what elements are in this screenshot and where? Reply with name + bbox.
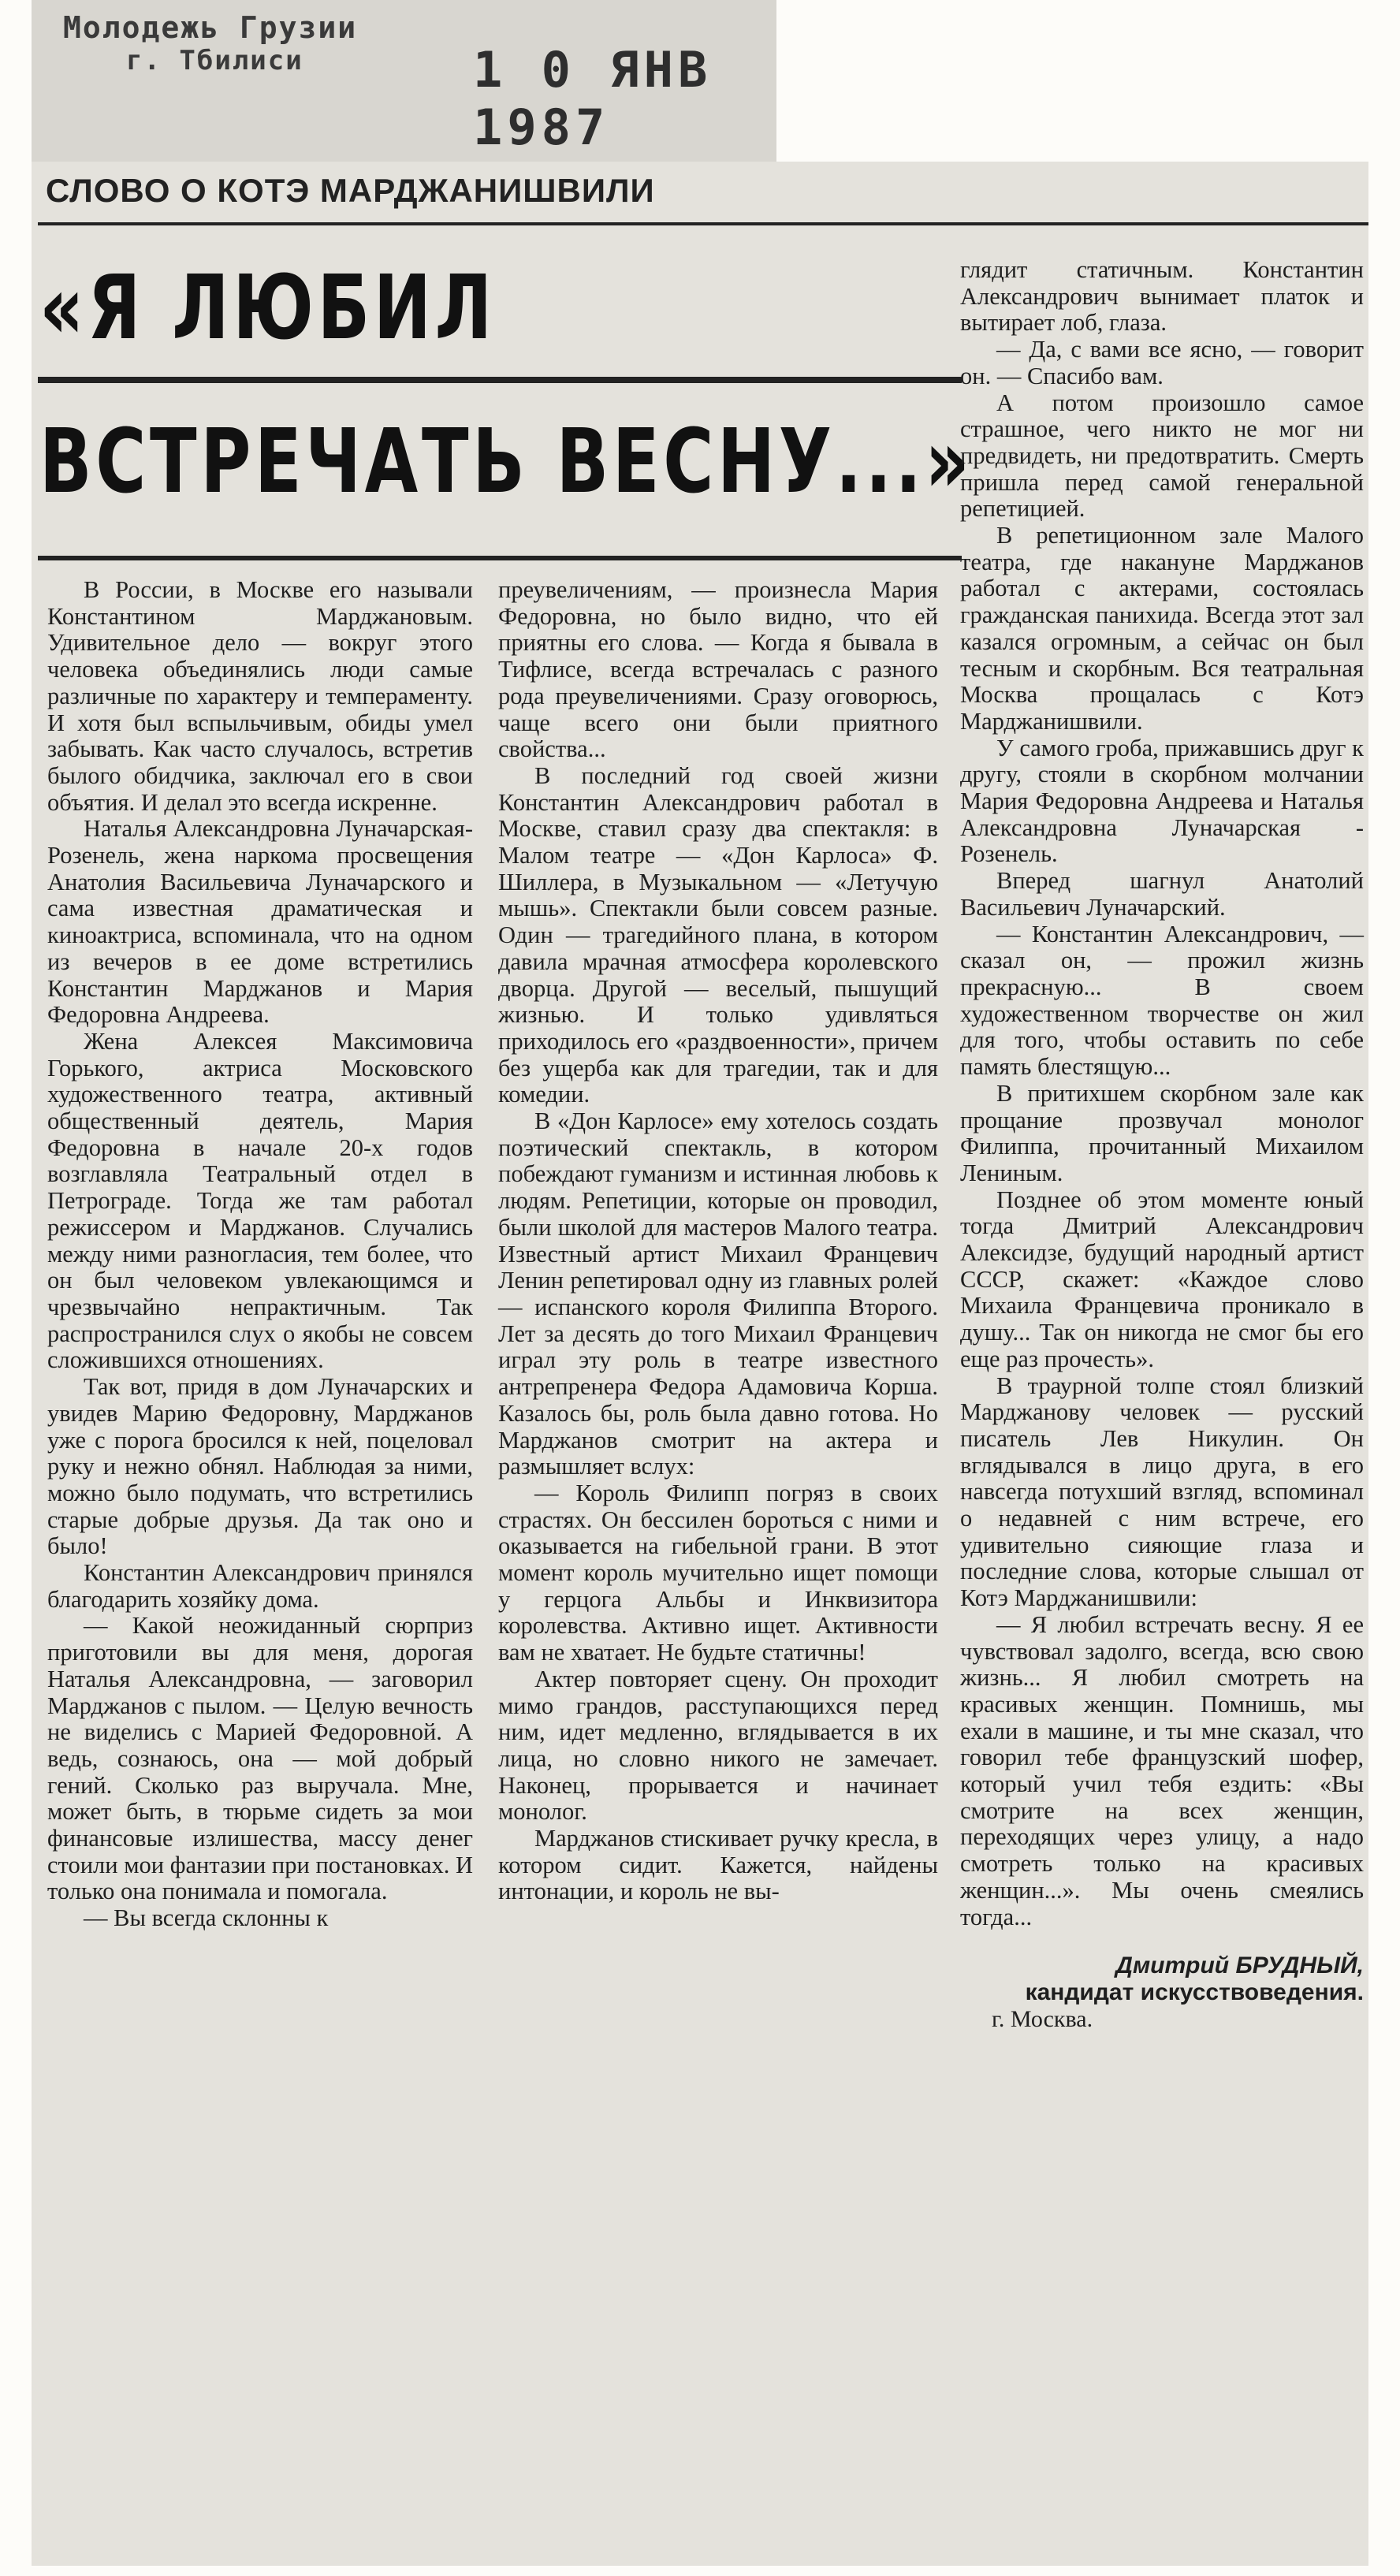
paragraph: А потом произошло самое страшное, чего никто не мог ни предвидеть, ни предотвратить. Смерть пришла перед самой генеральной репетицией. xyxy=(960,389,1364,523)
article-column-1 xyxy=(47,577,473,1932)
paragraph: Марджанов стискивает ручку кресла, в котором сидит. Кажется, найдены интонации, и король не вы- xyxy=(498,1825,938,1905)
paragraph: Наталья Александровна Луначарская-Розенель, жена наркома просвещения Анатолия Васильевича Луначарского и сама известная драматическая и киноактриса, вспоминала, что на одном из вечеров в ее доме встретились Константин Марджанов и Мария Федоровна Андреева. xyxy=(47,815,473,1029)
paragraph: — Какой неожиданный сюрприз приготовили вы для меня, дорогая Наталья Александровна, — заговорил Марджанов с пылом. — Целую вечность не виделись с Марией Федоровной. А ведь, сознаюсь, она — мой добрый гений. Сколько раз выручала. Мне, может быть, в тюрьме сидеть за мои финансовые излишества, массу денег стоили мои фантазии при постановках. И только она понимала и помогала. xyxy=(47,1612,473,1905)
paragraph: — Я любил встречать весну. Я ее чувствовал задолго, всегда, всю свою жизнь... Я любил смотреть на красивых женщин. Помнишь, мы ехали в машине, и ты мне сказал, что говорил тебе французский шофер, который учил тебя ездить: «Вы смотрите на всех женщин, переходящих через улицу, а надо смотреть только на красивых женщин...». Мы очень смеялись тогда... xyxy=(960,1610,1364,1930)
paragraph: глядит статичным. Константин Александрович вынимает платок и вытирает лоб, глаза. xyxy=(960,256,1364,337)
article-column-2 xyxy=(498,577,938,1905)
article-column-3 xyxy=(960,257,1364,2032)
paragraph: Позднее об этом моменте юный тогда Дмитрий Александрович Алексидзе, будущий народный артист СССР, скажет: «Каждое слово Михаила Францевича проникало в душу... Так он никогда не смог бы его еще раз прочесть». xyxy=(960,1186,1364,1372)
author-city: г. Москва. xyxy=(992,2005,1093,2032)
paragraph: — Вы всегда склонны к xyxy=(84,1904,329,1932)
rubric: СЛОВО О КОТЭ МАРДЖАНИШВИЛИ xyxy=(46,172,655,209)
stamp-newspaper-title: Молодежь Грузии xyxy=(63,10,358,45)
rubric-rule xyxy=(38,222,1368,225)
paragraph: — Константин Александрович, — сказал он, — прожил жизнь прекрасную... В своем художественном творчестве он жил для того, чтобы оставить по себе память блестящую... xyxy=(960,920,1364,1081)
paragraph: В последний год своей жизни Константин Александрович работал в Москве, ставил сразу два спектакля: в Малом театре — «Дон Карлоса» Ф. Шиллера, в Музыкальном — «Летучую мышь». Спектакли были совсем разные. Один — трагедийного плана, в котором давила мрачная атмосфера королевского дворца. Другой — веселый, пышущий жизнью. И только удивляться приходилось его «раздвоенности», причем без ущерба как для трагедии, так и для комедии. xyxy=(498,761,938,1108)
stamp-date: 1 0 ЯНВ 1987 xyxy=(473,41,713,156)
paragraph: В репетиционном зале Малого театра, где накануне Марджанов работал с актерами, состоялась гражданская панихида. Всегда этот зал казался огромным, а сейчас он был тесным и скорбным. Вся театральная Москва прощалась с Котэ Марджанишвили. xyxy=(960,522,1364,735)
paragraph: В «Дон Карлосе» ему хотелось создать поэтический спектакль, в котором побеждают гуманизм и истинная любовь к людям. Репетиции, которые он проводил, были школой для мастеров Малого театра. Известный артист Михаил Францевич Ленин репетировал одну из главных ролей — испанского короля Филиппа Второго. Лет за десять до того Михаил Францевич играл эту роль в театре известного антрепренера Федора Адамовича Корша. Казалось бы, роль была давно готова. Но Марджанов смотрит на актера и размышляет вслух: xyxy=(498,1107,938,1480)
paragraph: В России, в Москве его называли Константином Марджановым. Удивительное дело — вокруг этого человека объединялись люди самые различные по характеру и темпераменту. И хотя был вспыльчивым, обиды умел забывать. Как часто случалось, встретив былого обидчика, заключал его в свои объятия. И делал это всегда искренне. xyxy=(47,576,473,816)
stamp-city: г. Тбилиси xyxy=(126,44,303,76)
headline-rule-top xyxy=(38,377,962,383)
headline-rule-bottom xyxy=(38,556,962,560)
stamp-newspaper-name xyxy=(63,11,357,76)
newspaper-stamp xyxy=(32,0,776,162)
paragraph: Актер повторяет сцену. Он проходит мимо грандов, расступающихся перед ним, идет медленно, вглядывается в их лица, но словно никого не замечает. Наконец, прорывается и начинает монолог. xyxy=(498,1665,938,1826)
author-position: кандидат искусствоведения. xyxy=(1025,1979,1364,2005)
paragraph: — Да, с вами все ясно, — говорит он. — Спасибо вам. xyxy=(960,336,1364,389)
headline-line-2: ВСТРЕЧАТЬ ВЕСНУ...» xyxy=(39,411,974,513)
paragraph: Вперед шагнул Анатолий Васильевич Луначарский. xyxy=(960,867,1364,921)
paragraph: Жена Алексея Максимовича Горького, актриса Московского художественного театра, активный общественный деятель, Мария Федоровна в начале 20-х годов возглавляла Театральный отдел в Петрограде. Тогда же там работал режиссером и Марджанов. Случались между ними разногласия, тем более, что он был человеком увлекающимся и чрезвычайно непрактичным. Так распространился слух о якобы не совсем сложившихся отношениях. xyxy=(47,1027,473,1374)
paragraph: — Король Филипп погряз в своих страстях. Он бессилен бороться с ними и оказывается на гибельной грани. В этот момент король мучительно ищет помощи у герцога Альбы и Инквизитора королевства. Активно ищет. Активности вам не хватает. Не будьте статичны! xyxy=(498,1479,938,1666)
paragraph: преувеличениям, — произнесла Мария Федоровна, но было видно, что ей приятны его слова. — Когда я бывала в Тифлисе, всегда встречалась с разного рода преувеличениями. Сразу оговорюсь, чаще всего они были приятного свойства... xyxy=(498,576,938,763)
author-signature xyxy=(960,1952,1364,2032)
paragraph: Так вот, придя в дом Луначарских и увидев Марию Федоровну, Марджанов уже с порога бросился к ней, поцеловал руку и нежно обнял. Наблюдая за ними, можно было подумать, что встретились старые добрые друзья. Да так оно и было! xyxy=(47,1373,473,1560)
paragraph: В траурной толпе стоял близкий Марджанову человек — русский писатель Лев Никулин. Он вглядывался в лицо друга, в его навсегда потухший взгляд, вспоминал о недавней с ним встрече, его удивительно сияющие глаза и последние слова, которые слышал от Котэ Марджанишвили: xyxy=(960,1372,1364,1612)
paragraph: Константин Александрович принялся благодарить хозяйку дома. xyxy=(47,1559,473,1613)
paragraph: У самого гроба, прижавшись друг к другу, стояли в скорбном молчании Мария Федоровна Андреева и Наталья Александровна Луначарская - Розенель. xyxy=(960,734,1364,868)
paragraph: В притихшем скорбном зале как прощание прозвучал монолог Филиппа, прочитанный Михаилом Лениным. xyxy=(960,1079,1364,1186)
author-name: Дмитрий БРУДНЫЙ, xyxy=(1115,1952,1364,1979)
headline-line-1: «Я ЛЮБИЛ xyxy=(39,257,496,359)
